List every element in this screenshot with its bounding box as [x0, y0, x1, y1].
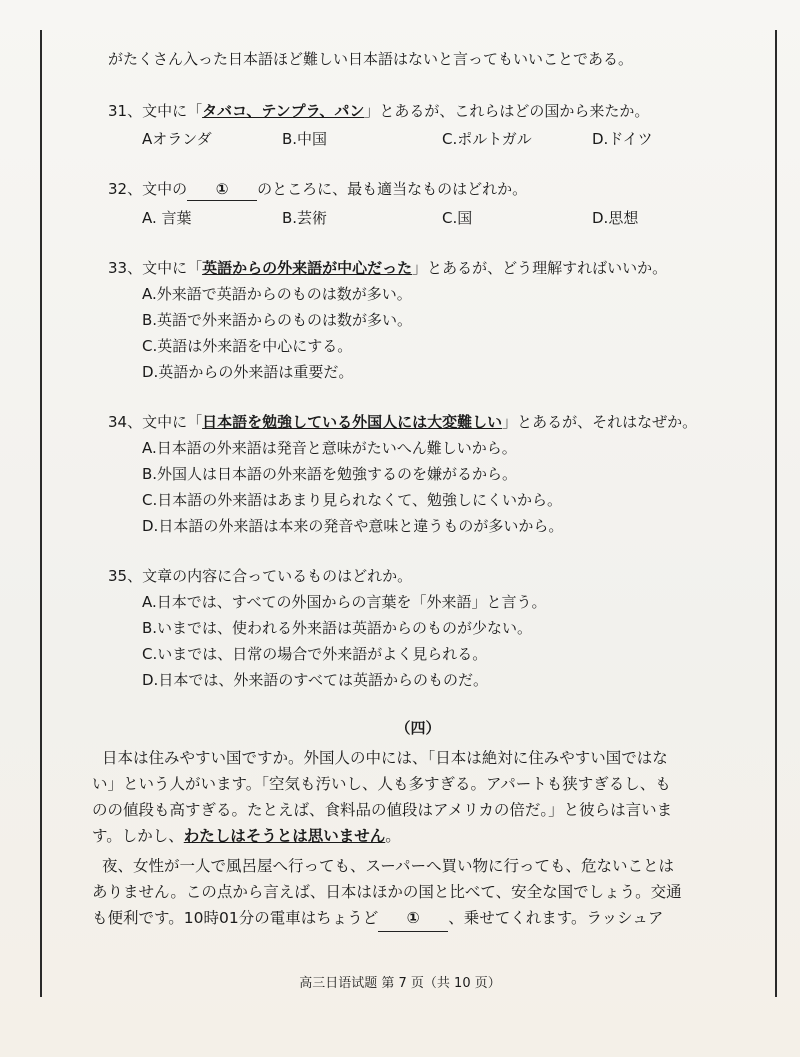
- right-margin-line: [775, 30, 777, 997]
- passage-line: ありません。この点から言えば、日本はほかの国と比べて、安全な国でしょう。交通: [92, 883, 682, 901]
- question-34: [108, 411, 728, 537]
- question-34-head: 34、文中に「日本語を勉強している外国人には大変難しい」とあるが、それはなぜか。: [108, 413, 698, 431]
- intro-line: がたくさん入った日本語ほど難しい日本語はないと言ってもいいことである。: [108, 50, 634, 68]
- question-31-head: 31、文中に「タバコ、テンプラ、パン」とあるが、これらはどの国から来たか。: [108, 102, 650, 120]
- option-d: D.ドイツ: [592, 130, 653, 148]
- question-33-head: 33、文中に「英語からの外来語が中心だった」とあるが、どう理解すればいいか。: [108, 259, 668, 277]
- question-33: [108, 257, 728, 383]
- option-a: A. 言葉: [142, 209, 192, 227]
- question-33-options: [108, 283, 728, 383]
- option-b: B.中国: [282, 130, 328, 148]
- question-32-head: 32、文中の ① のところに、最も適当なものはどれか。: [108, 178, 728, 201]
- option-a: Aオランダ: [142, 130, 212, 148]
- question-32: [108, 178, 728, 229]
- blank-1: ①: [378, 905, 448, 932]
- question-35: [108, 565, 728, 691]
- option-c: C.いまでは、日常の場合で外来語がよく見られる。: [142, 645, 488, 663]
- passage-line: い」という人がいます。「空気も汚いし、人も多すぎる。アパートも狭すぎるし、も: [92, 775, 671, 793]
- option-a: A.日本語の外来語は発音と意味がたいへん難しいから。: [142, 439, 517, 457]
- option-b: B.英語で外来語からのものは数が多い。: [142, 311, 413, 329]
- page-content: [92, 48, 728, 932]
- passage-line: 夜、女性が一人で風呂屋へ行っても、スーパーへ買い物に行っても、危ないことは: [102, 857, 674, 875]
- left-margin-line: [40, 30, 42, 997]
- question-31: [108, 100, 728, 150]
- option-b: B.いまでは、使われる外来語は英語からのものが少ない。: [142, 619, 533, 637]
- passage-line: のの値段も高すぎる。たとえば、食料品の値段はアメリカの倍だ。」と彼らは言いま: [92, 801, 673, 819]
- question-34-options: [108, 437, 728, 537]
- question-35-options: [108, 591, 728, 691]
- option-b: B.外国人は日本語の外来語を勉強するのを嫌がるから。: [142, 465, 518, 483]
- option-d: D.英語からの外来語は重要だ。: [142, 363, 354, 381]
- section-title: （四）: [395, 719, 441, 737]
- option-a: A.日本では、すべての外国からの言葉を「外来語」と言う。: [142, 593, 547, 611]
- question-31-options: [108, 128, 728, 150]
- option-b: B.芸術: [282, 209, 328, 227]
- option-c: C.ポルトガル: [442, 130, 532, 148]
- passage-line: 日本は住みやすい国ですか。外国人の中には、「日本は絶対に住みやすい国ではな: [102, 749, 668, 767]
- option-c: C.日本語の外来語はあまり見られなくて、勉強しにくいから。: [142, 491, 562, 509]
- question-35-head: 35、文章の内容に合っているものはどれか。: [108, 567, 413, 585]
- option-c: C.英語は外来語を中心にする。: [142, 337, 353, 355]
- option-d: D.日本語の外来語は本来の発音や意味と違うものが多いから。: [142, 517, 564, 535]
- passage-line: も便利です。10時01分の電車はちょうど ① 、乗せてくれます。ラッシュア: [92, 905, 728, 932]
- blank-1: ①: [187, 178, 257, 201]
- option-d: D.日本では、外来語のすべては英語からのものだ。: [142, 671, 489, 689]
- page-footer: 高三日语试题 第 7 页（共 10 页）: [299, 976, 501, 991]
- option-d: D.思想: [592, 209, 639, 227]
- reading-passage: [92, 745, 728, 932]
- passage-line: す。しかし、わたしはそうとは思いません。: [92, 827, 401, 845]
- option-c: C.国: [442, 209, 473, 227]
- option-a: A.外来語で英語からのものは数が多い。: [142, 285, 412, 303]
- question-32-options: [108, 207, 728, 229]
